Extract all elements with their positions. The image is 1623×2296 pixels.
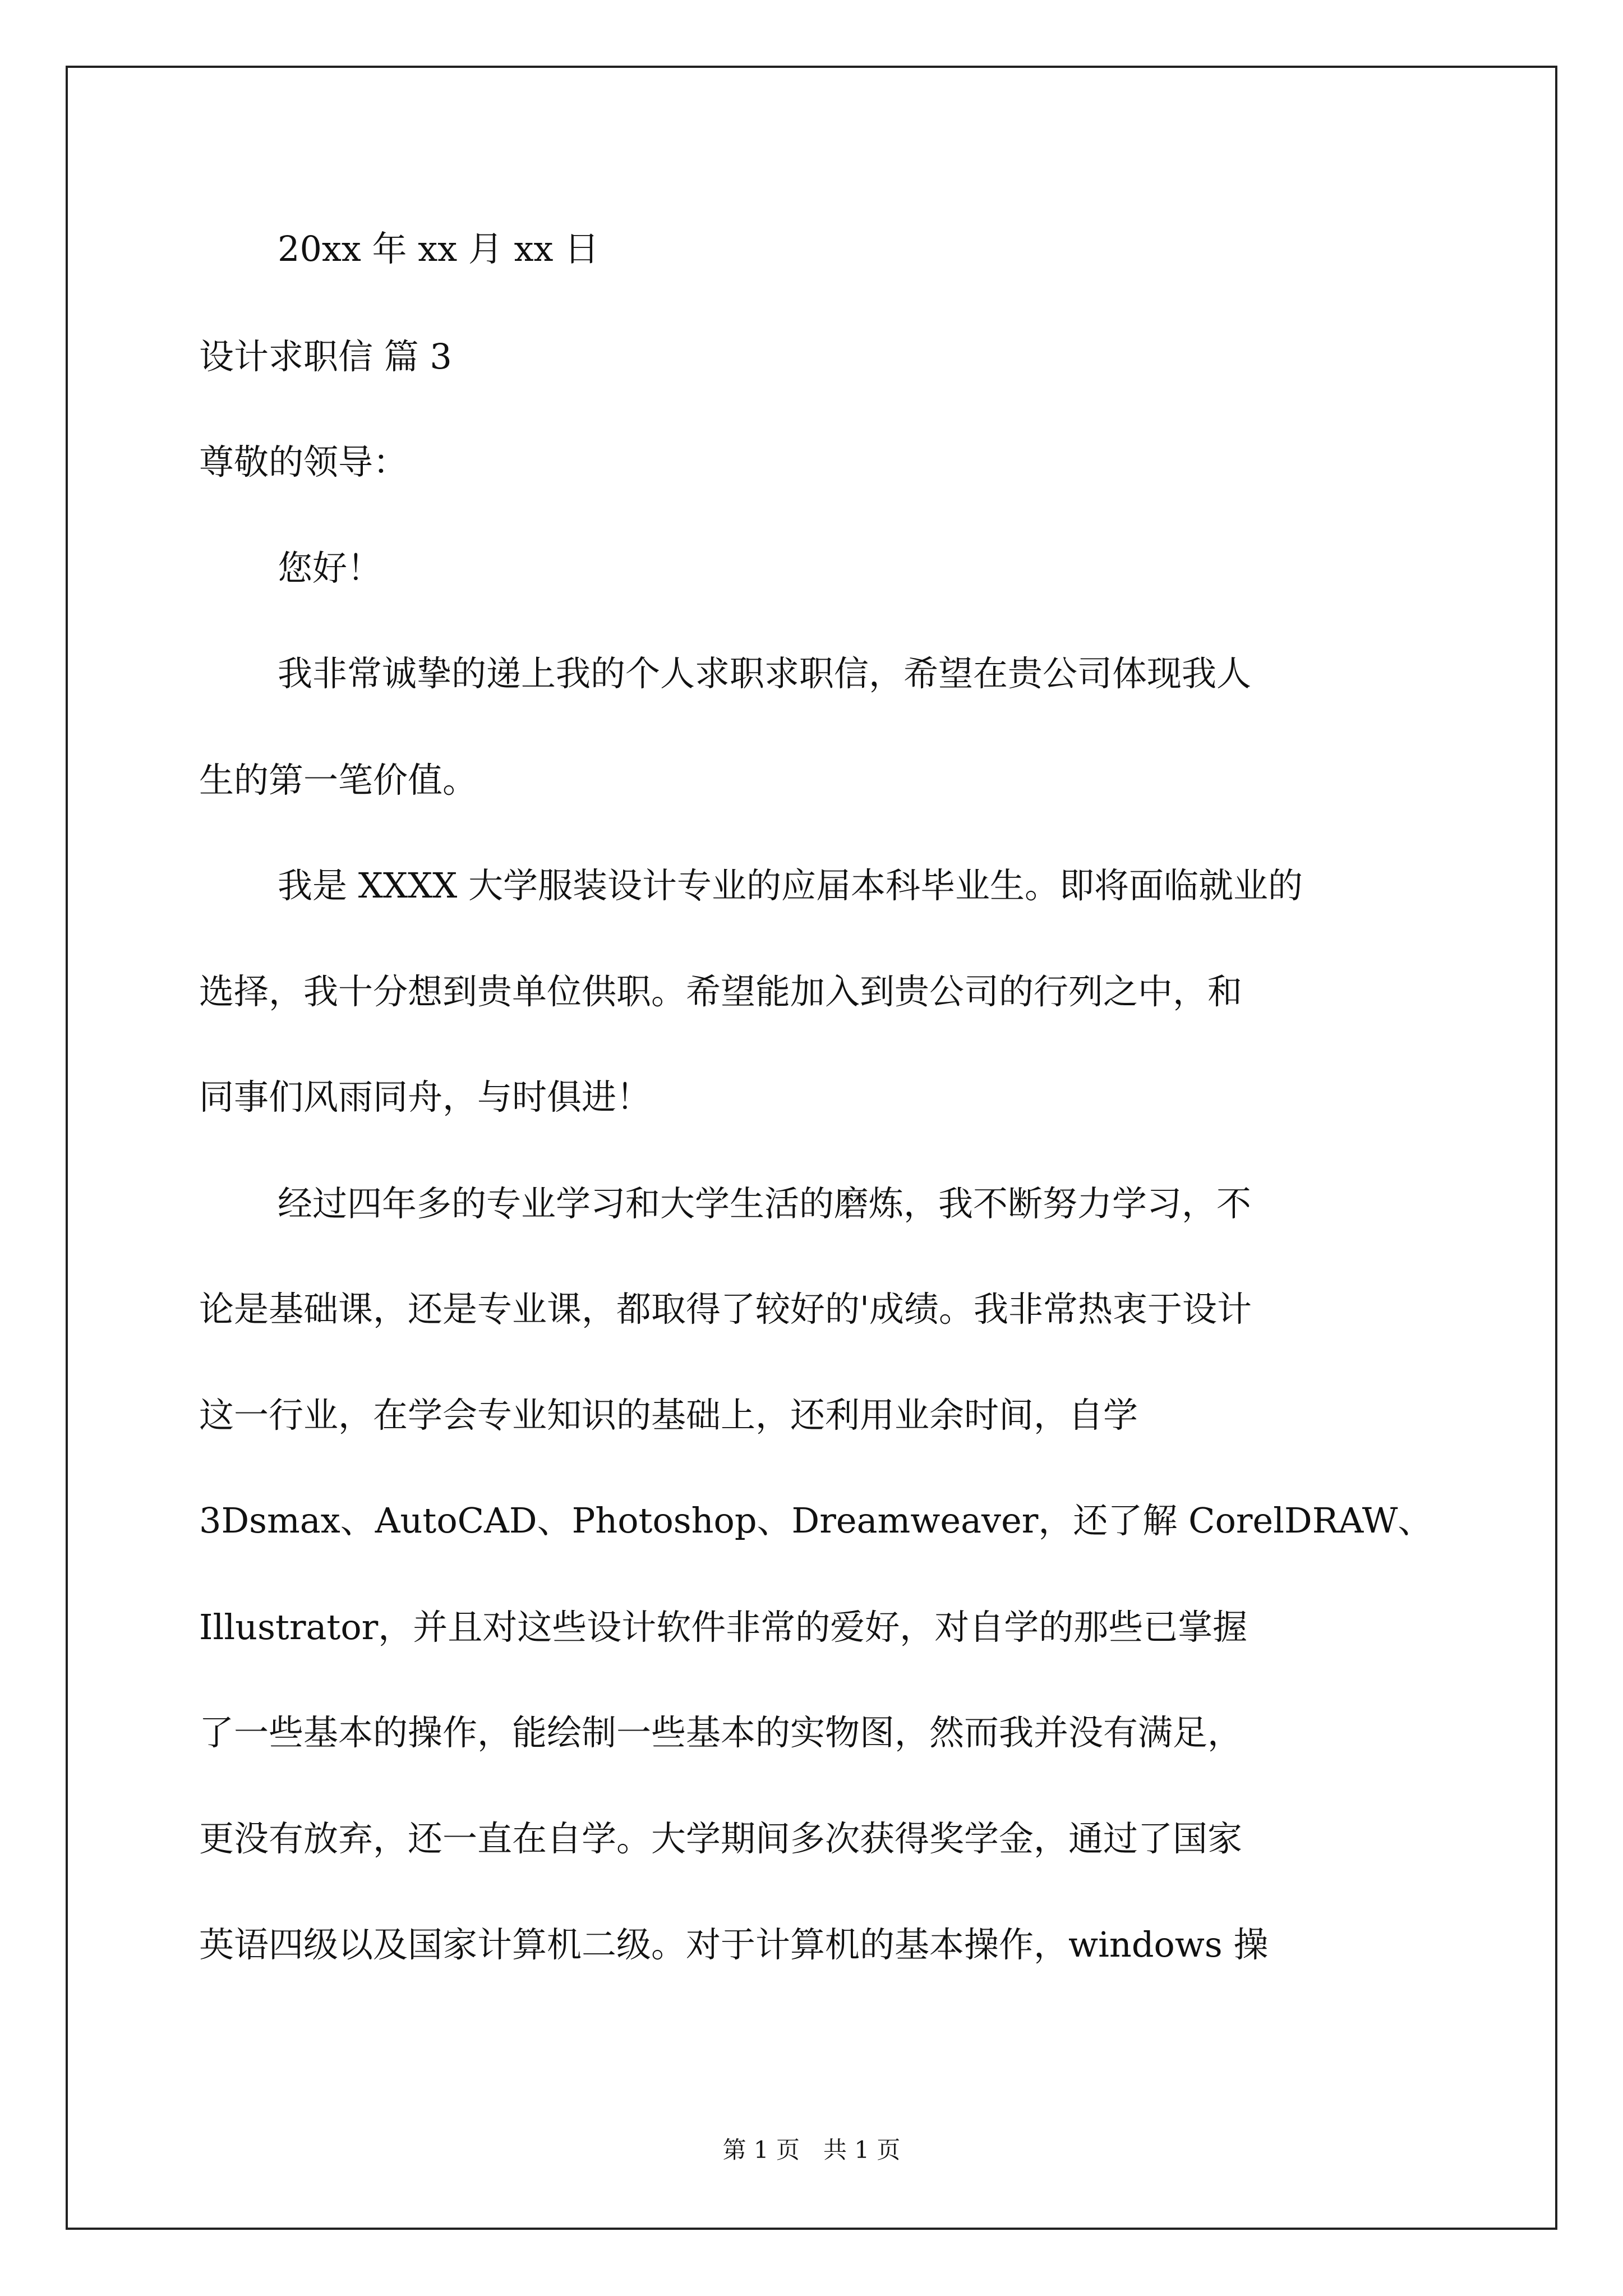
paragraph-line: Illustrator，并且对这些设计软件非常的爱好，对自学的那些已掌握 (199, 1607, 1248, 1648)
paragraph-line: 选择，我十分想到贵单位供职。希望能加入到贵公司的行列之中，和 (199, 971, 1243, 1012)
date-line: 20xx 年 xx 月 xx 日 (278, 228, 600, 269)
page-number-footer: 第 1 页 共 1 页 (722, 2136, 901, 2164)
paragraph-line: 这一行业，在学会专业知识的基础上，还利用业余时间，自学 (199, 1395, 1138, 1435)
paragraph-line: 生的第一笔价值。 (199, 760, 478, 800)
paragraph-line: 3Dsmax、AutoCAD、Photoshop、Dreamweaver，还了解 CorelDRAW、 (199, 1500, 1433, 1541)
page-frame (66, 66, 1557, 2230)
paragraph-line: 更没有放弃，还一直在自学。大学期间多次获得奖学金，通过了国家 (199, 1818, 1243, 1859)
paragraph-line: 论是基础课，还是专业课，都取得了较好的'成绩。我非常热衷于设计 (199, 1289, 1252, 1329)
letter-title: 设计求职信 篇 3 (199, 336, 452, 377)
greeting: 您好！ (278, 547, 382, 588)
paragraph-line: 我是 XXXX 大学服装设计专业的应届本科毕业生。即将面临就业的 (278, 865, 1303, 906)
paragraph-line: 同事们风雨同舟，与时俱进！ (199, 1076, 652, 1117)
paragraph-line: 经过四年多的专业学习和大学生活的磨炼，我不断努力学习，不 (278, 1183, 1252, 1224)
paragraph-line: 英语四级以及国家计算机二级。对于计算机的基本操作，windows 操 (199, 1924, 1269, 1965)
paragraph-line: 我非常诚挚的递上我的个人求职求职信，希望在贵公司体现我人 (278, 653, 1252, 694)
paragraph-line: 了一些基本的操作，能绘制一些基本的实物图，然而我并没有满足， (199, 1712, 1243, 1753)
salutation: 尊敬的领导： (199, 441, 408, 482)
